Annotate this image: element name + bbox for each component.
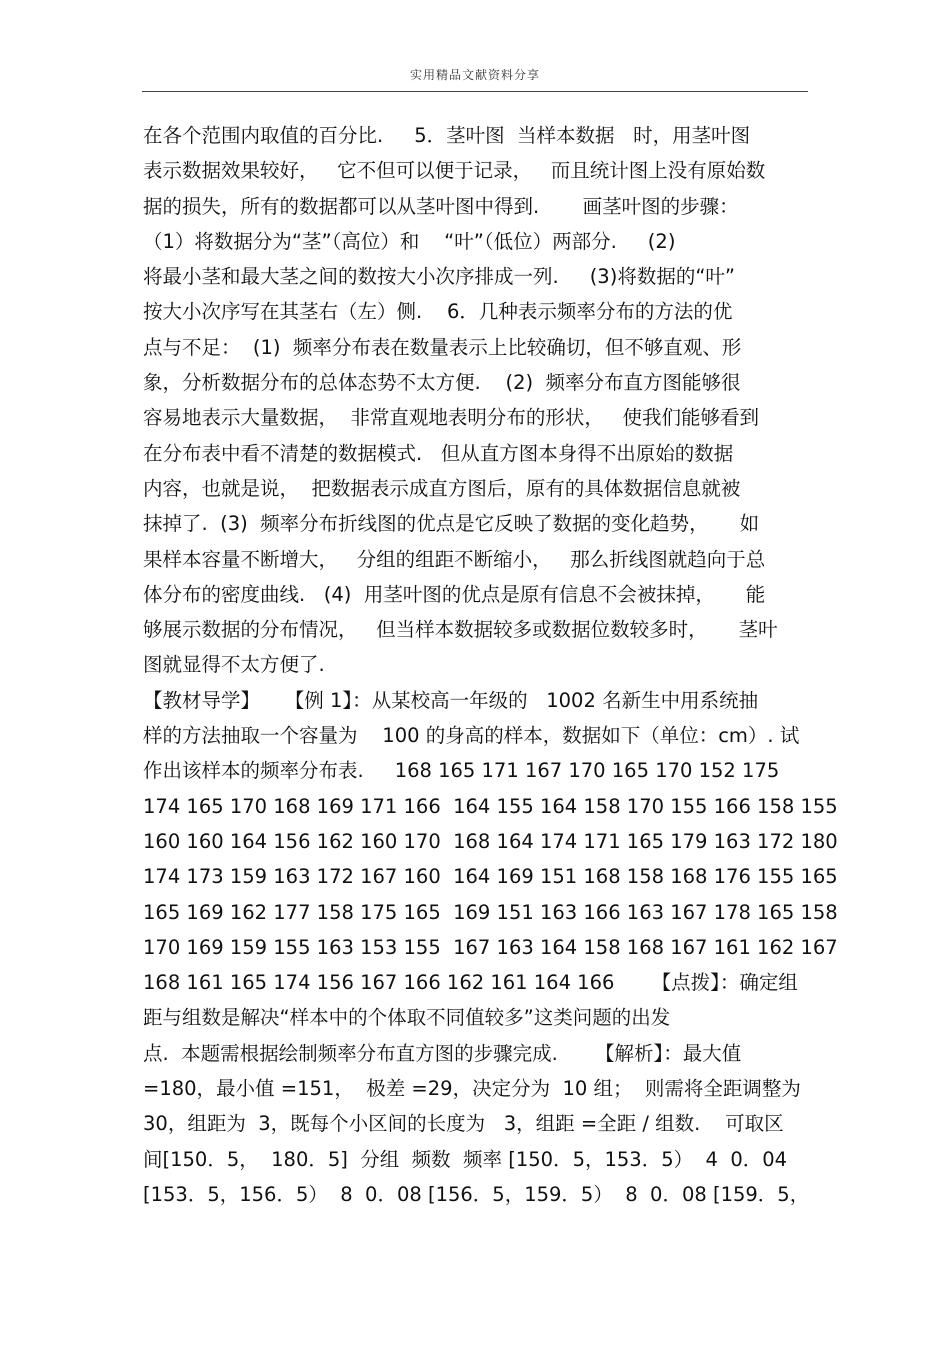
data-row: 165 169 162 177 158 175 165 169 151 163 166 163 167 178 165 158: [143, 900, 838, 924]
text-line: 体分布的密度曲线. (4) 用茎叶图的优点是原有信息不会被抹掉， 能: [143, 582, 766, 606]
header-divider: [142, 91, 808, 92]
text-line: 作出该样本的频率分布表. 168 165 171 167 170 165 170 152 175: [143, 759, 780, 783]
text-line: 30，组距为 3，既每个小区间的长度为 3，组距 =全距 / 组数. 可取区: [143, 1112, 784, 1136]
text-line: 点与不足： (1) 频率分布表在数量表示上比较确切，但不够直观、形: [143, 335, 742, 359]
text-line: 象，分析数据分布的总体态势不太方便. (2) 频率分布直方图能够很: [143, 371, 741, 395]
text-line: 距与组数是解决“样本中的个体取不同值较多”这类问题的出发: [143, 1006, 671, 1030]
text-line: [153．5，156．5） 8 0．08 [156．5，159．5） 8 0．08 [159．5，: [143, 1182, 810, 1206]
text-line: 果样本容量不断增大， 分组的组距不断缩小， 那么折线图就趋向于总: [143, 547, 766, 571]
text-line: 表示数据效果较好， 它不但可以便于记录， 而且统计图上没有原始数: [143, 159, 766, 183]
text-line: （1）将数据分为“茎”（高位）和 “叶”（低位）两部分. (2): [143, 229, 676, 253]
text-line: 【教材导学】 【例 1】：从某校高一年级的 1002 名新生中用系统抽: [143, 688, 759, 712]
data-row: 160 160 164 156 162 160 170 168 164 174 171 165 179 163 172 180: [143, 829, 838, 853]
document-body: [143, 118, 838, 1212]
text-line: 按大小次序写在其茎右（左）侧. 6．几种表示频率分布的方法的优: [143, 300, 733, 324]
text-line: 在分布表中看不清楚的数据模式. 但从直方图本身得不出原始的数据: [143, 441, 734, 465]
text-line: 内容，也就是说， 把数据表示成直方图后，原有的具体数据信息就被: [143, 476, 741, 500]
text-line: 将最小茎和最大茎之间的数按大小次序排成一列. (3)将数据的“叶”: [143, 265, 736, 289]
text-line: 168 161 165 174 156 167 166 162 161 164 166 【点拨】：确定组: [143, 971, 798, 995]
text-line: 抹掉了. (3) 频率分布折线图的优点是它反映了数据的变化趋势， 如: [143, 512, 760, 536]
text-line: 样的方法抽取一个容量为 100 的身高的样本，数据如下（单位：cm）. 试: [143, 724, 800, 748]
text-line: 点. 本题需根据绘制频率分布直方图的步骤完成. 【解析】：最大值: [143, 1041, 742, 1065]
text-line: 间[150．5， 180．5] 分组 频数 频率 [150．5，153．5） 4 0．04: [143, 1147, 788, 1171]
page-header: 实用精品文献资料分享: [409, 68, 540, 82]
text-line: 据的损失，所有的数据都可以从茎叶图中得到. 画茎叶图的步骤：: [143, 194, 739, 218]
data-row: 170 169 159 155 163 153 155 167 163 164 158 168 167 161 162 167: [143, 935, 838, 959]
text-line: 容易地表示大量数据， 非常直观地表明分布的形状， 使我们能够看到: [143, 406, 759, 430]
text-line: 够展示数据的分布情况， 但当样本数据较多或数据位数较多时， 茎叶: [143, 618, 778, 642]
text-line: =180，最小值 =151， 极差 =29，决定分为 10 组； 则需将全距调整为: [143, 1077, 801, 1101]
data-row: 174 165 170 168 169 171 166 164 155 164 158 170 155 166 158 155: [143, 794, 838, 818]
text-line: 图就显得不太方便了.: [143, 653, 325, 677]
data-row: 174 173 159 163 172 167 160 164 169 151 168 158 168 176 155 165: [143, 865, 838, 889]
text-line: 在各个范围内取值的百分比. 5．茎叶图 当样本数据 时，用茎叶图: [143, 124, 751, 147]
